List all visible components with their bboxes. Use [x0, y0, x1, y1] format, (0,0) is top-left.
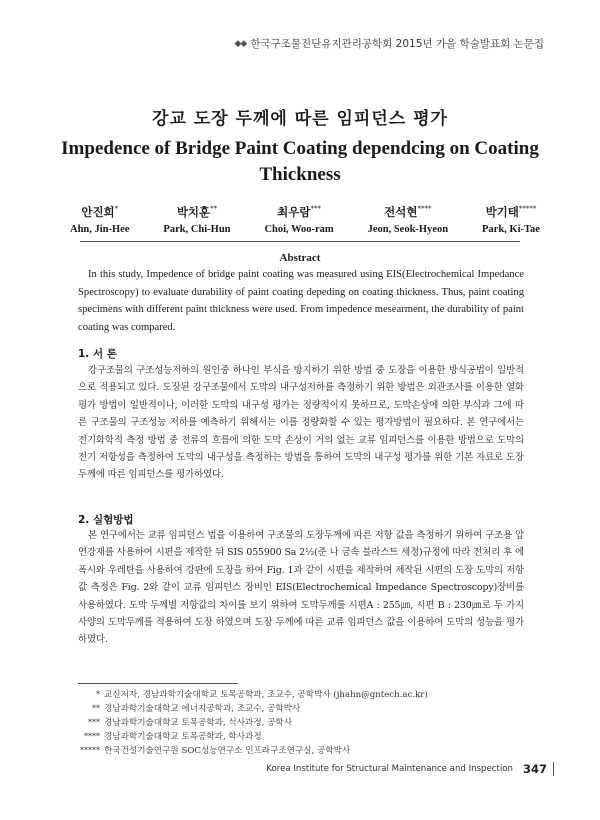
footnote — [78, 716, 518, 730]
author-name-ko: 안진희 — [81, 205, 115, 219]
author-mark: **** — [417, 205, 432, 214]
footer-text: Korea Institute for Structural Maintenance and Inspection — [266, 764, 513, 774]
footnote-text: 경남과학기술대학교 토목공학과, 학사과정 — [104, 732, 262, 742]
author-mark: ***** — [518, 205, 537, 214]
footnote-divider — [78, 683, 238, 684]
author-name-en: Ahn, Jin-Hee — [70, 224, 130, 235]
footnotes — [78, 688, 518, 758]
footer-bar — [553, 762, 554, 776]
footnote-mark: *** — [88, 718, 100, 727]
footnote-text: 경남과학기술대학교 에너지공학과, 조교수, 공학박사 — [104, 704, 301, 714]
author-name-en: Park, Ki-Tae — [482, 224, 540, 235]
page-number: 347 — [522, 762, 547, 776]
footnote — [78, 744, 518, 758]
abstract-heading: Abstract — [279, 252, 321, 264]
korean-title: 강교 도장 두께에 따른 임피던스 평가 — [152, 109, 448, 129]
author-list — [70, 204, 540, 235]
section-title-method: 2. 실험방법 — [78, 514, 134, 526]
author-name-ko: 박치훈 — [176, 205, 211, 219]
footnote-text: 교신저자, 경남과학기술대학교 토목공학과, 조교수, 공학박사 (jhahn@gntech.ac.kr) — [104, 690, 428, 700]
author-name-ko: 최우람 — [277, 205, 311, 219]
section-title-intro: 1. 서 론 — [78, 348, 117, 360]
author-name-en: Jeon, Seok-Hyeon — [367, 224, 449, 235]
running-header-text: 한국구조물진단유지관리공학회 2015년 가을 학술발표회 논문집 — [250, 38, 544, 50]
footnote-text: 한국건설기술연구원 SOC성능연구소 인프라구조연구실, 공학박사 — [104, 746, 351, 756]
footnote-mark: **** — [84, 732, 100, 741]
author-2 — [163, 204, 230, 235]
footnote — [78, 688, 518, 702]
author-mark: *** — [310, 205, 321, 214]
author-name-en: Park, Chi-Hun — [163, 224, 231, 235]
divider — [80, 241, 520, 242]
footnote-mark: ** — [92, 704, 100, 713]
section-body-method: 본 연구에서는 교류 임피던스 법을 이용하여 구조물의 도장두께에 따른 저항 값을 측정하기 위하여 구조용 압연강재를 사용하여 시편을 제작한 뒤 SIS 055900 Sa 2½(준 나 금속 블라스트 세정)규정에 따라 전처리 후 에폭시와 우레탄을 사용하여 강판에 도장을 하여 Fig. 1과 같이 시편을 제작하며 제작된 시편의 도장 도막의 저항값 측정은 Fig. 2와 같이 교류 임피던스 장비인 EIS(Electrochemical Impedance Spectroscopy)장비를 사용하였다. 도막 두께별 저항값의 차이를 보기 위하여 도막두께를 시편A : 255㎛, 시편 B : 230㎛로 두 가지 사양의 도막두께를 적용하여 도장 하였으며 도장 두께에 따른 교류 임피던스 값을 이용하여 도막의 성능을 평가하였다. — [78, 530, 524, 646]
author-5 — [482, 204, 540, 235]
english-title: Impedence of Bridge Paint Coating dependcing on Coating Thickness — [61, 138, 539, 185]
footnote — [78, 702, 518, 716]
author-mark: * — [114, 205, 119, 214]
author-name-ko: 전석현 — [384, 205, 418, 219]
footnote-mark: ***** — [80, 746, 100, 755]
author-3 — [264, 204, 333, 235]
running-header — [235, 36, 545, 51]
author-4 — [368, 204, 449, 235]
footnote — [78, 730, 518, 744]
footnote-text: 경남과학기술대학교 토목공학과, 석사과정, 공학사 — [104, 718, 292, 728]
author-mark: ** — [210, 205, 218, 214]
diamond-cluster-icon: ◆◆ — [234, 38, 247, 49]
author-name-ko: 박기태 — [485, 205, 519, 219]
abstract-text: In this study, Impedence of bridge paint coating was measured using EIS(Electrochemical Impedance Spectroscopy) to evaluate durability of paint coating depeding on coating thickness. Thus, paint coating specimens with different paint thickness were used. From impedence mesearment, the durability of paint coating was compared. — [78, 269, 524, 333]
author-1 — [70, 204, 130, 235]
page-footer — [266, 762, 554, 776]
author-name-en: Choi, Woo-ram — [264, 224, 334, 235]
footnote-mark: * — [96, 690, 100, 699]
section-body-intro: 강구조물의 구조성능저하의 원인중 하나인 부식을 방지하기 위한 방법 중 도장을 이용한 방식공법이 일반적으로 적용되고 있다. 도장된 강구조물에서 도막의 내구성저하를 측정하기 위한 방법은 외관조사를 이용한 열화 평가 방법이 일반적이나, 이러한 도막의 내구성 평가는 정량적이지 못하므로, 도막손상에 의한 부식과 그에 따른 구조물의 구조성능 저하를 예측하기 위해서는 이를 정량화할 수 있는 평가방법이 필요하다. 본 연구에서는 전기화학적 측정 방법 중 전류의 흐름에 의한 도막 손상이 거의 없는 교류 임피던스를 이용한 방법으로 도막의 전기 저항성을 측정하여 도막의 내구성을 측정하는 방법을 통하여 도막의 내구성 평가를 위한 기본 자료로 도장두께에 따른 임피던스를 평가하였다. — [78, 365, 524, 481]
